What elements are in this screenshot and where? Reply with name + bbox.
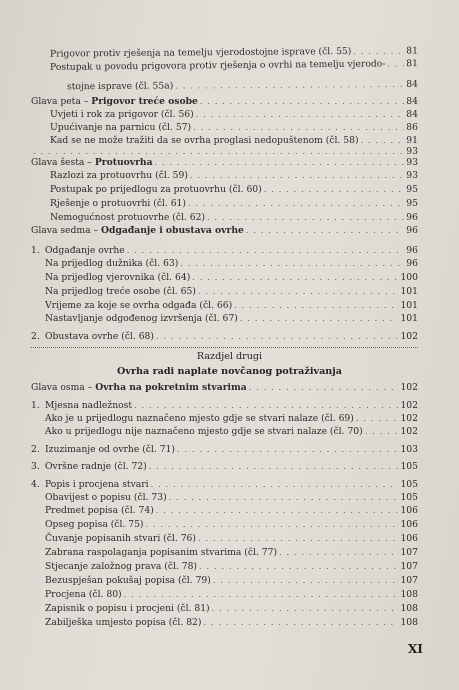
entry-page: 102 [400, 331, 418, 342]
entry-page: 108 [400, 617, 418, 628]
chapter-title: Protuovrha [94, 157, 153, 168]
toc-entry [45, 492, 418, 504]
chapter-label: Glava šesta – [31, 157, 95, 168]
toc-entry [50, 184, 418, 196]
entry-page: 107 [400, 547, 418, 558]
entry-text: Vrijeme za koje se ovrha odgađa (čl. 66) [45, 300, 233, 311]
entry-text: Obavijest o popisu (čl. 73) [45, 492, 167, 503]
toc-entry [45, 561, 418, 573]
entry-text: Postupak u povodu prigovora protiv rješenja o ovrhi na temelju vjerodo- [49, 58, 386, 73]
toc-entry [45, 426, 418, 438]
toc-entry [45, 617, 418, 629]
entry-page: 81 [406, 45, 419, 57]
entry-number: 2. [31, 331, 40, 342]
entry-text: Mjesna nadležnost [45, 400, 133, 411]
leader-dots [365, 426, 399, 438]
entry-text: Na prijedlog dužnika (čl. 63) [45, 258, 179, 269]
leader-dots [192, 272, 398, 284]
entry-page: 95 [406, 198, 418, 209]
entry-page: 81 [406, 58, 419, 70]
leader-dots [190, 170, 404, 182]
leader-dots [199, 561, 398, 573]
entry-text: Izuzimanje od ovrhe (čl. 71) [45, 444, 175, 455]
toc-entry [45, 603, 418, 615]
leader-dots [198, 286, 399, 298]
leader-dots [353, 46, 404, 58]
toc-entry [31, 444, 418, 456]
entry-text: Bezuspješan pokušaj popisa (čl. 79) [45, 575, 211, 586]
leader-dots [387, 58, 404, 70]
entry-page: 91 [406, 135, 418, 146]
toc-entry [67, 79, 418, 93]
entry-text: Prigovor protiv rješenja na temelju vjerodostojne isprave (čl. 55) [49, 45, 352, 60]
chapter-title: Odgađanje i obustava ovrhe [101, 225, 244, 236]
entry-page: 105 [400, 461, 418, 472]
toc-entry [31, 400, 418, 412]
entry-page: 84 [406, 109, 418, 120]
entry-page: 105 [400, 479, 418, 490]
chapter-heading [31, 96, 418, 108]
leader-dots [155, 157, 405, 169]
entry-number: 1. [31, 400, 40, 411]
leader-dots [177, 444, 398, 456]
entry-page: 101 [400, 313, 418, 324]
leader-dots [193, 122, 404, 134]
entry-text: Upućivanje na parnicu (čl. 57) [50, 122, 192, 133]
entry-text: Predmet popisa (čl. 74) [45, 505, 154, 516]
toc-entry [31, 245, 418, 257]
toc-entry [45, 575, 418, 587]
leader-dots [279, 547, 398, 559]
entry-text: Postupak po prijedlogu za protuovrhu (čl. 60) [50, 184, 262, 195]
leader-dots [146, 519, 399, 531]
chapter-heading [31, 382, 418, 394]
entry-text: Rješenje o protuovrhi (čl. 61) [50, 198, 187, 209]
toc-entry [45, 313, 418, 325]
leader-dots [204, 617, 399, 629]
entry-page: 102 [400, 400, 418, 411]
toc-entry [50, 58, 418, 74]
entry-text: Stjecanje založnog prava (čl. 78) [45, 561, 198, 572]
leader-dots [196, 109, 405, 121]
entry-text: Zabilješka umjesto popisa (čl. 82) [45, 617, 202, 628]
entry-number: 1. [31, 245, 40, 256]
entry-page: 84 [406, 78, 419, 90]
entry-text: Na prijedlog vjerovnika (čl. 64) [45, 272, 191, 283]
leader-dots [156, 505, 399, 517]
entry-page: 84 [406, 96, 418, 107]
entry-text: Popis i procjena stvari [45, 479, 149, 490]
toc-entry [31, 479, 418, 491]
entry-text: Opseg popisa (čl. 75) [45, 519, 144, 530]
entry-text: Nastavljanje odgođenog izvršenja (čl. 67) [45, 313, 238, 324]
toc-entry [45, 300, 418, 312]
chapter-label: Glava osma – [31, 382, 96, 393]
toc-entry [31, 461, 418, 473]
entry-page: 102 [400, 413, 418, 424]
entry-text: Odgađanje ovrhe [45, 245, 125, 256]
entry-page: 96 [406, 225, 418, 236]
entry-page: 102 [400, 382, 418, 393]
leader-dots [127, 245, 405, 257]
chapter-label: Glava peta – [31, 96, 92, 107]
leader-dots [356, 413, 399, 425]
leader-dots [200, 96, 404, 108]
entry-page: 106 [400, 519, 418, 530]
entry-text: Razlozi za protuovrhu (čl. 59) [50, 170, 188, 181]
entry-page: 100 [400, 272, 418, 283]
leader-dots [124, 589, 399, 601]
leader-dots [149, 461, 399, 473]
toc-entry [45, 589, 418, 601]
entry-page: 103 [400, 444, 418, 455]
entry-text: Obustava ovrhe (čl. 68) [45, 331, 154, 342]
entry-text: Procjena (čl. 80) [45, 589, 122, 600]
leader-dots [180, 258, 404, 270]
entry-text: Ovršne radnje (čl. 72) [45, 461, 147, 472]
toc-entry [50, 198, 418, 210]
toc-entry [50, 170, 418, 182]
entry-page: 101 [400, 300, 418, 311]
leader-dots [207, 212, 404, 224]
part-subheading: Ovrha radi naplate novčanog potraživanja [117, 366, 342, 377]
entry-page: 93 [406, 157, 418, 168]
entry-page: 106 [400, 505, 418, 516]
chapter-title: Ovrha na pokretnim stvarima [95, 382, 247, 393]
entry-page: 108 [400, 589, 418, 600]
entry-number: 2. [31, 444, 40, 455]
entry-page: 106 [400, 533, 418, 544]
leader-dots [175, 79, 404, 93]
entry-text: Uvjeti i rok za prigovor (čl. 56) [50, 109, 194, 120]
toc-entry [50, 212, 418, 224]
chapter-heading [31, 157, 418, 169]
toc-entry [31, 331, 418, 343]
entry-text: stojne isprave (čl. 55a) [66, 80, 174, 93]
entry-text: Zabrana raspolaganja popisanim stvarima (čl. 77) [45, 547, 278, 558]
entry-page: 96 [406, 212, 418, 223]
entry-page: 86 [406, 122, 418, 133]
entry-page: 96 [406, 245, 418, 256]
entry-text: Nemogućnost protuovrhe (čl. 62) [50, 212, 206, 223]
entry-number: 4. [31, 479, 40, 490]
leader-dots [246, 225, 404, 237]
toc-entry [45, 547, 418, 559]
entry-text: Na prijedlog treće osobe (čl. 65) [45, 286, 196, 297]
entry-text: Kad se ne može tražiti da se ovrha proglasi nedopuštenom (čl. 58) [50, 135, 359, 146]
leader-dots [134, 400, 398, 412]
leader-dots [234, 300, 398, 312]
leader-dots [213, 575, 399, 587]
chapter-label: Glava sedma – [31, 225, 102, 236]
entry-page: 107 [400, 575, 418, 586]
leader-dots [212, 603, 399, 615]
leader-dots [156, 331, 398, 343]
leader-dots [198, 533, 398, 545]
leader-dots [169, 492, 399, 504]
entry-page: 108 [400, 603, 418, 614]
toc-entry [45, 505, 418, 517]
toc-entry [45, 533, 418, 545]
entry-page: 93 [406, 170, 418, 181]
entry-number: 3. [31, 461, 40, 472]
entry-text: Čuvanje popisanih stvari (čl. 76) [45, 533, 196, 544]
leader-dots [249, 382, 399, 394]
part-heading: Razdjel drugi [196, 351, 263, 362]
toc-entry [50, 122, 418, 134]
toc-entry [45, 413, 418, 425]
chapter-heading [31, 225, 418, 237]
chapter-title: Prigovor treće osobe [91, 96, 198, 107]
entry-text: Zapisnik o popisu i procjeni (čl. 81) [45, 603, 210, 614]
entry-page: 107 [400, 561, 418, 572]
entry-page: 105 [400, 492, 418, 503]
toc-entry [50, 109, 418, 121]
entry-text: Ako u prijedlogu nije naznačeno mjesto gdje se stvari nalaze (čl. 70) [45, 426, 363, 437]
leader-dots [151, 479, 399, 491]
toc-entry [45, 258, 418, 270]
entry-page: 101 [400, 286, 418, 297]
leader-dots [264, 184, 405, 196]
entry-page: 95 [406, 184, 418, 195]
entry-page: 93 [406, 146, 418, 157]
entry-page: 102 [400, 426, 418, 437]
leader-dots [240, 313, 399, 325]
separator-rule [31, 347, 418, 348]
entry-page: 96 [406, 258, 418, 269]
toc-entry [45, 272, 418, 284]
toc-entry [45, 286, 418, 298]
entry-text: Ako je u prijedlogu naznačeno mjesto gdje se stvari nalaze (čl. 69) [45, 413, 354, 424]
page-number: XI [408, 642, 423, 656]
toc-entry [45, 519, 418, 531]
leader-dots [188, 198, 404, 210]
